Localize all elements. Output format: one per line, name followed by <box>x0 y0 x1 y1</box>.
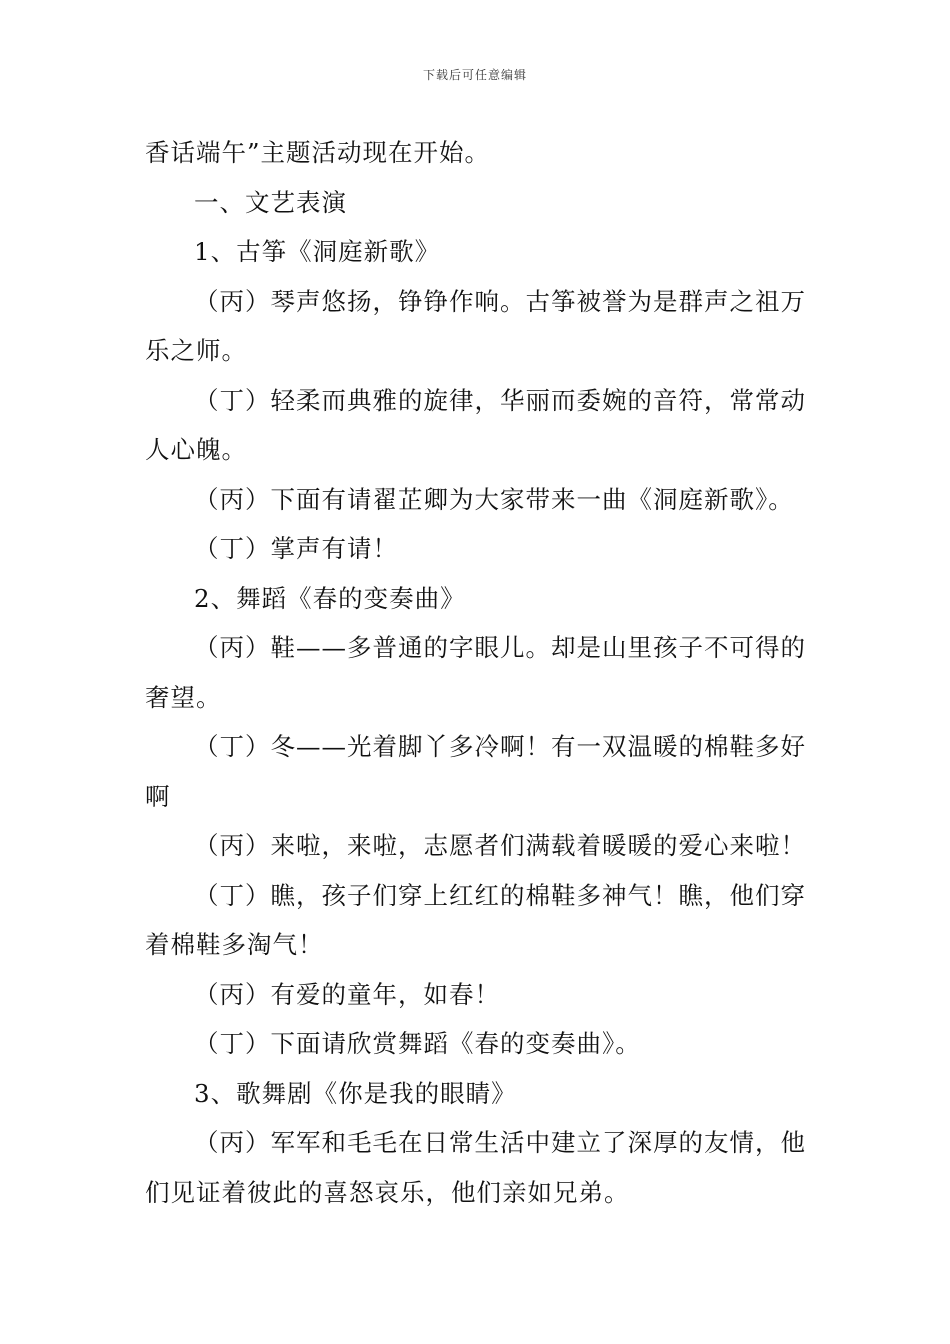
program-item-heading: 1、古筝《洞庭新歌》 <box>194 237 441 266</box>
program-item-heading: 3、歌舞剧《你是我的眼睛》 <box>194 1078 517 1108</box>
dialogue-line: （丙）下面有请翟芷卿为大家带来一曲《洞庭新歌》。 <box>194 484 794 514</box>
program-item-heading: 2、舞蹈《春的变奏曲》 <box>194 583 466 613</box>
dialogue-line: （丙）有爱的童年，如春！ <box>194 979 500 1009</box>
dialogue-line: （丁）下面请欣赏舞蹈《春的变奏曲》。 <box>194 1029 641 1058</box>
dialogue-line: （丙）来啦，来啦，志愿者们满载着暖暖的爱心来啦！ <box>194 831 806 860</box>
dialogue-line: （丙）琴声悠扬，铮铮作响。古筝被誉为是群声之祖万乐之师。 <box>145 286 806 365</box>
dialogue-line: （丙）鞋——多普通的字眼儿。却是山里孩子不可得的奢望。 <box>145 633 806 712</box>
section-heading: 一、文艺表演 <box>194 187 347 217</box>
dialogue-line: （丁）掌声有请！ <box>194 534 398 563</box>
dialogue-line: （丁）冬——光着脚丫多冷啊！有一双温暖的棉鞋多好啊 <box>145 732 806 811</box>
dialogue-line: （丙）军军和毛毛在日常生活中建立了深厚的友情，他们见证着彼此的喜怒哀乐，他们亲如兄弟。 <box>145 1128 806 1207</box>
dialogue-line: （丁）轻柔而典雅的旋律，华丽而委婉的音符，常常动人心魄。 <box>145 385 806 464</box>
paragraph: 香话端午”主题活动现在开始。 <box>145 138 491 167</box>
document-body <box>145 128 810 1217</box>
dialogue-line: （丁）瞧，孩子们穿上红红的棉鞋多神气！瞧，他们穿着棉鞋多淘气！ <box>145 880 806 959</box>
page-header: 下载后可任意编辑 <box>422 68 527 82</box>
